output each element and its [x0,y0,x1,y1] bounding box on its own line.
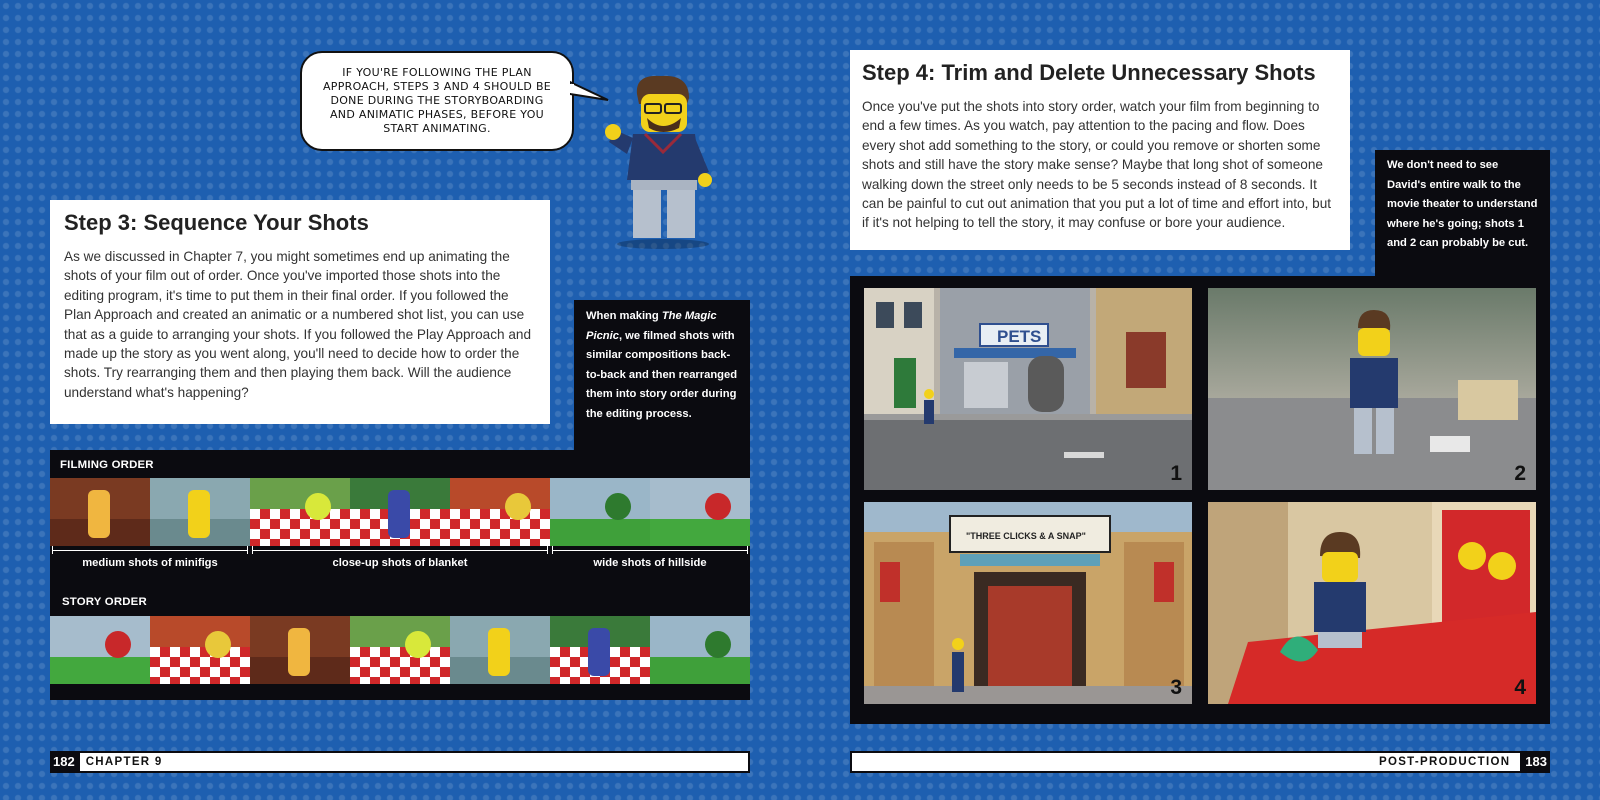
range-tick [552,546,553,554]
photo-number: 2 [1514,462,1526,485]
footer-left [50,751,750,773]
strip-frame-hillside-car [50,616,150,684]
frame-ground [50,657,150,684]
frame-ground [650,519,750,546]
frame-subject [605,493,631,520]
frame-subject [188,490,210,538]
strip-frame-minifig-green [450,616,550,684]
frame-ground [250,509,350,546]
frame-subject [705,493,731,520]
minifig-illustration [605,72,720,250]
section-label: POST-PRODUCTION [1378,756,1511,768]
frame-ground [350,647,450,684]
speech-bubble [300,51,574,151]
frame-background [650,616,750,657]
strip-frame-blanket-wand [150,616,250,684]
strip-frame-hillside-tree [550,478,650,546]
range-label: medium shots of minifigs [82,557,218,569]
frame-background [50,616,150,657]
strip-frame-minifig-wand [50,478,150,546]
range-bracket [552,550,748,551]
step4-panel [850,50,1350,250]
photo-number: 1 [1170,462,1182,485]
frame-subject [205,631,231,658]
frame-subject [88,490,110,538]
strip-frame-blanket-yellow [250,478,350,546]
marquee-sign: "THREE CLICKS & A SNAP" [966,531,1086,541]
frame-subject [488,628,510,676]
story-order-strip [50,616,750,684]
frame-subject [405,631,431,658]
caption-right-text: We don't need to see David's entire walk to the movie theater to understand where he's going; shots 1 and 2 can probably be cut. [1387,159,1538,249]
strip-frame-minifig-green [150,478,250,546]
frame-subject [105,631,131,658]
pets-sign: PETS [997,327,1042,346]
frame-ground [650,657,750,684]
frame-subject [705,631,731,658]
frame-subject [288,628,310,676]
step3-title: Step 3: Sequence Your Shots [64,210,369,235]
chapter-label: CHAPTER 9 [85,756,163,768]
speech-bubble-text: IF YOU'RE FOLLOWING THE PLAN APPROACH, STEPS 3 AND 4 SHOULD BE DONE DURING THE STORYBOARDING AND ANIMATIC PHASES, BEFORE YOU START ANIMATING. [322,66,552,135]
frame-subject [305,493,331,520]
step3-body: As we discussed in Chapter 7, you might sometimes end up animating the shots of your film out of order. Once you've imported those shots into the editing program, it's time to put them in their final order. If you followed the Plan Approach and created an animatic or a numbered shot list, you can use that as a guide to arranging your shots. If you followed the Play Approach and made up the story as you went along, you'll need to decide how to order the shots. Try rearranging them and then playing them back. Will the audience understand what's happening? [64,249,532,400]
range-tick [52,546,53,554]
filming-order-strip [50,478,750,546]
range-tick [547,546,548,554]
frame-subject [505,493,531,520]
photo-4 [1208,502,1536,704]
strip-frame-hillside-tree [650,616,750,684]
photo-number: 3 [1170,676,1182,699]
caption-right [1375,150,1550,278]
caption-left [574,300,750,450]
theater-interior-illustration [1208,502,1536,704]
step3-panel [50,200,550,424]
footer-right-bar [850,751,1522,773]
range-tick [747,546,748,554]
frame-subject [388,490,410,538]
photo-2 [1208,288,1536,490]
caption-left-prefix: When making [586,310,662,322]
filming-order-label: FILMING ORDER [60,459,154,471]
frame-ground [450,509,550,546]
frame-subject [588,628,610,676]
page-number-right: 183 [1522,751,1550,773]
closeup-walk-illustration [1208,288,1536,490]
photo-grid-panel [850,276,1550,724]
story-order-label: STORY ORDER [62,596,147,608]
shot-order-diagram [50,450,750,700]
range-label: close-up shots of blanket [332,557,468,569]
step4-body: Once you've put the shots into story order, watch your film from beginning to end a few times. As you watch, pay attention to the pacing and flow. Does every shot add something to the story, or could you remove or shorten some shots and still have the story make sense? Maybe that long shot of someone walking down the street only needs to be 5 seconds instead of 8 seconds. It can be painful to cut out animation that you put a lot of time and effort into, but if it's not helping to tell the story, it may confuse or bore your audience. [862,99,1332,231]
strip-frame-blanket-yellow [350,616,450,684]
strip-frame-blanket-wand [450,478,550,546]
photo-3 [864,502,1192,704]
strip-frame-blanket-hand [550,616,650,684]
strip-frame-hillside-car [650,478,750,546]
frame-background [550,478,650,519]
range-tick [247,546,248,554]
frame-ground [150,647,250,684]
caption-left-suffix: , we filmed shots with similar compositions back-to-back and then rearranged them into story order during the editing process. [586,329,738,420]
range-bracket [52,550,248,551]
page-number-left: 182 [50,751,78,773]
step4-title: Step 4: Trim and Delete Unnecessary Shots [862,60,1316,85]
footer-right [850,751,1550,773]
photo-1 [864,288,1192,490]
range-bracket [252,550,548,551]
photo-number: 4 [1514,676,1526,699]
footer-left-bar [78,751,750,773]
frame-background [650,478,750,519]
range-tick [252,546,253,554]
strip-frame-blanket-hand [350,478,450,546]
frame-ground [550,519,650,546]
strip-frame-minifig-wand [250,616,350,684]
caption-left-title: The Magic Picnic [586,310,717,342]
range-label: wide shots of hillside [593,557,707,569]
street-scene-illustration [864,288,1192,490]
